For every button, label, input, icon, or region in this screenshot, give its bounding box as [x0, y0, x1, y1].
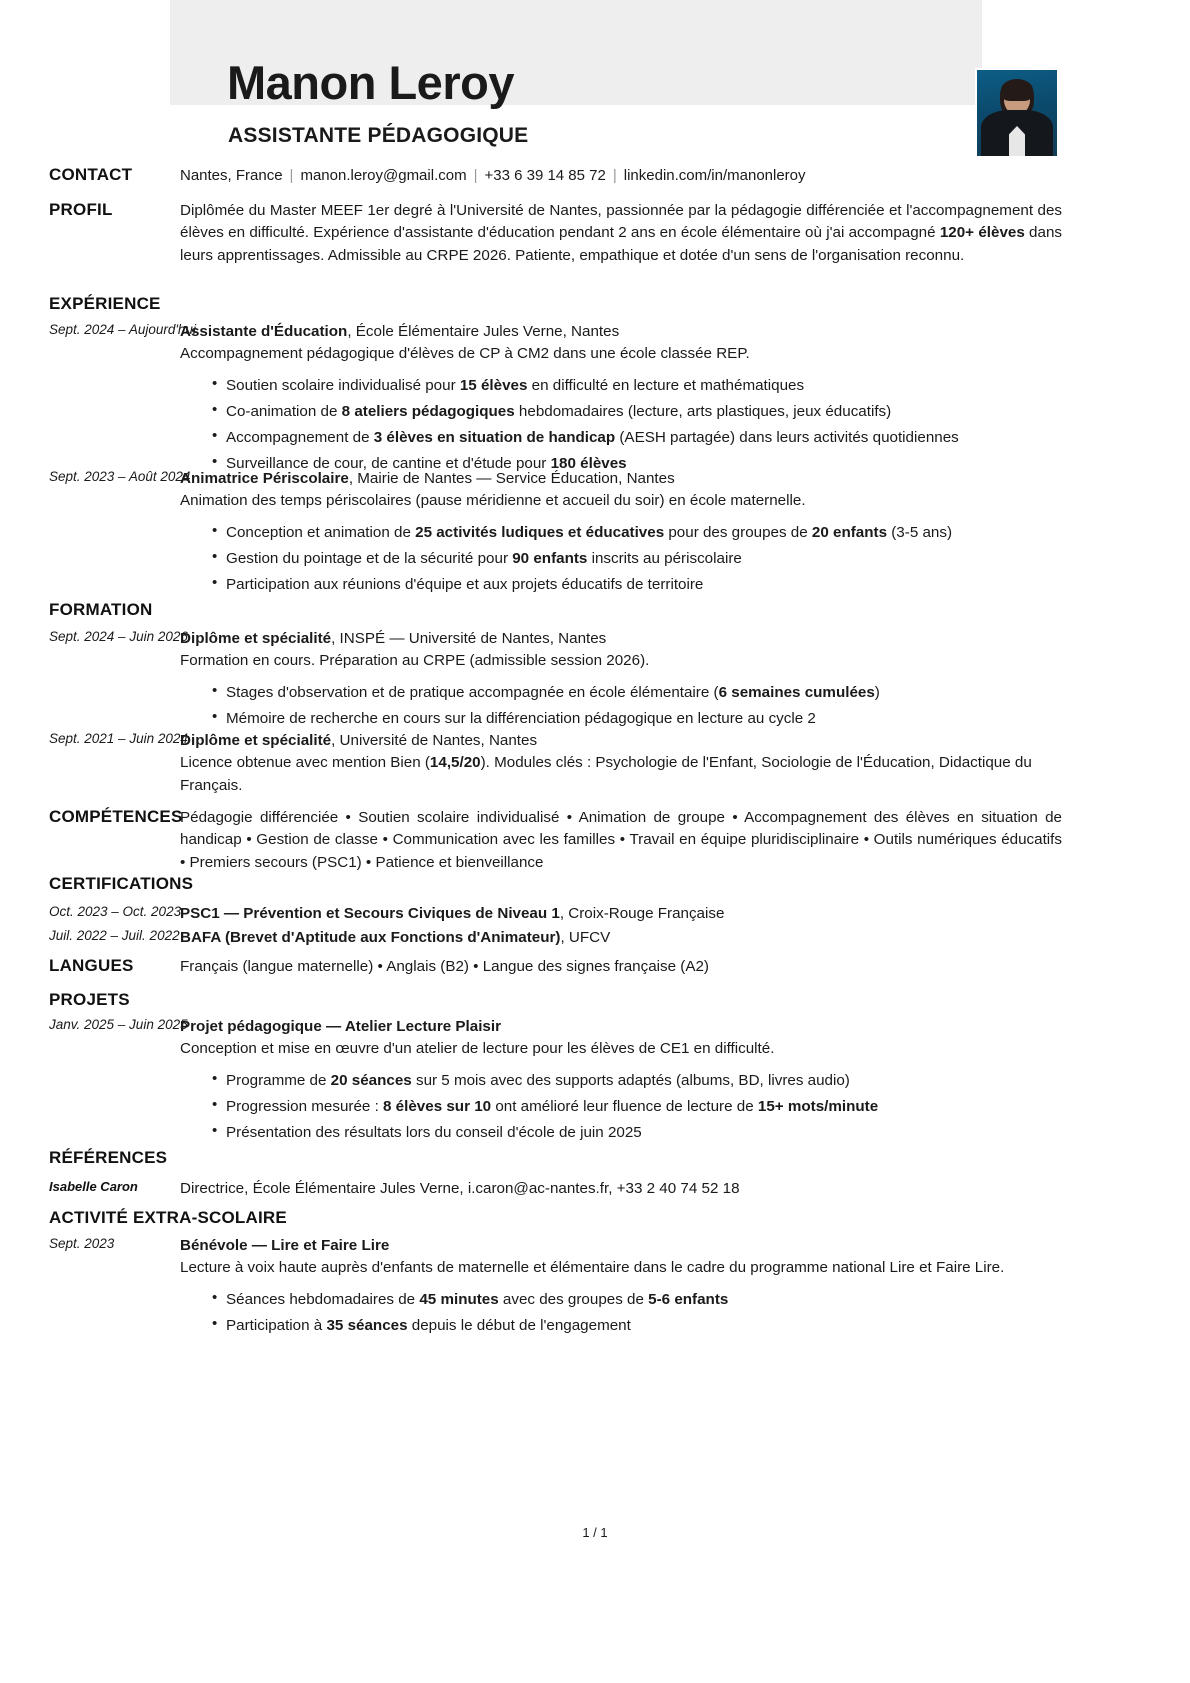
section-heading-extra [0, 1208, 1190, 1228]
extra-entry-body [180, 1235, 1190, 1340]
profil-text [180, 200, 1062, 267]
list-item: • Progression mesurée : 8 élèves sur 10 ont amélioré leur fluence de lecture de 15+ mots/minute [212, 1095, 1062, 1118]
experience-entry-body [180, 321, 1190, 478]
certification-issuer: , Croix-Rouge Française [559, 905, 725, 922]
certification-entry-header [180, 903, 1062, 925]
section-heading-projets [0, 990, 1190, 1010]
section-label-certifications: CERTIFICATIONS [49, 874, 194, 893]
certification-entry [0, 927, 1190, 949]
job-title: ASSISTANTE PÉDAGOGIQUE [228, 124, 529, 147]
list-item: • Programme de 20 séances sur 5 mois avec des supports adaptés (albums, BD, livres audio) [212, 1069, 1062, 1092]
section-label-contact: CONTACT [49, 165, 133, 184]
formation-entry [0, 628, 1190, 733]
list-item: • Stages d'observation et de pratique accompagnée en école élémentaire (6 semaines cumulées) [212, 681, 1062, 704]
contact-separator-3: | [612, 167, 617, 184]
certification-entry-header [180, 927, 1062, 949]
experience-entry-header [180, 468, 1062, 490]
list-item: • Participation aux réunions d'équipe et aux projets éducatifs de territoire [212, 573, 1062, 596]
profil-text-part-2: dans leurs apprentissages. Admissible au CRPE 2026. Patiente, empathique et dotée d'un sens de l'organisation reconnu. [180, 224, 1062, 264]
profil-text-part-1: Diplômée du Master MEEF 1er degré à l'Université de Nantes, passionnée par la pédagogie différenciée et l'accompagnement des élèves en difficulté. Expérience d'assistante d'éducation pendant 2 ans en école élémentaire où j'ai accompagné [180, 202, 1062, 242]
list-item: • Soutien scolaire individualisé pour 15 élèves en difficulté en lecture et mathématiques [212, 374, 1062, 397]
section-label-competences: COMPÉTENCES [49, 807, 183, 826]
experience-entry-body [180, 468, 1190, 599]
formation-entry-header [180, 628, 1062, 650]
contact-body [180, 165, 1190, 186]
formation-label-col [0, 600, 180, 620]
section-label-profil: PROFIL [49, 200, 113, 219]
profil-body [180, 200, 1190, 267]
experience-entry [0, 321, 1190, 478]
section-profil [0, 200, 1190, 267]
profil-label-col [0, 200, 180, 267]
certification-entry-body [180, 927, 1190, 949]
extra-entry-dates: Sept. 2023 [49, 1236, 115, 1251]
reference-person-name: Isabelle Caron [49, 1179, 138, 1194]
contact-label-col [0, 165, 180, 186]
experience-entry-bullets [180, 521, 1062, 596]
competences-text: Pédagogie différenciée • Soutien scolaire individualisé • Animation de groupe • Accompagnement des élèves en situation de handicap • Gestion de classe • Communication avec les familles • Travail en équipe pluridisciplinaire • Outils numériques éducatifs • Premiers secours (PSC1) • Patience et bienveillance [180, 809, 1062, 871]
formation-entry-bullets [180, 681, 1062, 730]
formation-entry-body [180, 730, 1190, 797]
reference-entry [0, 1178, 1190, 1200]
avatar [975, 68, 1059, 158]
extra-label-col [0, 1208, 287, 1228]
projet-entry-summary: Conception et mise en œuvre d'un atelier de lecture pour les élèves de CE1 en difficulté. [180, 1040, 775, 1058]
contact-separator-1: | [289, 167, 294, 184]
formation-entry-dates: Sept. 2024 – Juin 2026 [49, 629, 188, 644]
section-contact [0, 165, 1190, 186]
profil-highlight: 120+ élèves [939, 224, 1025, 242]
section-label-langues: LANGUES [49, 956, 134, 975]
experience-entry-bullets [180, 374, 1062, 475]
competences-body [180, 807, 1190, 874]
section-heading-formation [0, 600, 1190, 620]
formation-entry-summary: Licence obtenue avec mention Bien (14,5/20). Modules clés : Psychologie de l'Enfant, Sociologie de l'Éducation, Didactique du Français. [180, 754, 1032, 794]
reference-person-col [0, 1178, 180, 1200]
certification-entry-body [180, 903, 1190, 925]
certification-entry-dates: Juil. 2022 – Juil. 2022 [49, 928, 180, 943]
contact-location: Nantes, France [180, 167, 283, 184]
reference-entry-body [180, 1178, 1190, 1200]
experience-entry-role: Animatrice Périscolaire [180, 470, 349, 487]
formation-entry-school: , INSPÉ — Université de Nantes, Nantes [331, 630, 607, 647]
formation-entry-school: , Université de Nantes, Nantes [331, 732, 538, 749]
section-competences [0, 807, 1190, 874]
projet-entry-bullets [180, 1069, 1062, 1144]
page-title: Manon Leroy [227, 56, 514, 109]
experience-entry-summary: Animation des temps périscolaires (pause méridienne et accueil du soir) en école maternelle. [180, 492, 806, 510]
contact-separator-2: | [473, 167, 478, 184]
certification-entry [0, 903, 1190, 925]
experience-entry [0, 468, 1190, 599]
formation-entry-header [180, 730, 1062, 752]
contact-phone[interactable]: +33 6 39 14 85 72 [484, 167, 606, 184]
competences-label-col [0, 807, 183, 874]
list-item: • Co-animation de 8 ateliers pédagogiques hebdomadaires (lecture, arts plastiques, jeux éducatifs) [212, 400, 1062, 423]
section-heading-experience [0, 294, 1190, 314]
section-label-projets: PROJETS [49, 990, 130, 1009]
certification-issuer: , UFCV [560, 929, 611, 946]
extra-entry-bullets [180, 1288, 1062, 1337]
formation-entry-summary: Formation en cours. Préparation au CRPE (admissible session 2026). [180, 652, 650, 670]
section-label-experience: EXPÉRIENCE [49, 294, 161, 313]
formation-entry-body [180, 628, 1190, 733]
references-label-col [0, 1148, 180, 1168]
experience-label-col [0, 294, 180, 314]
list-item: • Présentation des résultats lors du conseil d'école de juin 2025 [212, 1121, 1062, 1144]
list-item: • Conception et animation de 25 activités ludiques et éducatives pour des groupes de 20 enfants (3-5 ans) [212, 521, 1062, 544]
formation-entry-degree: Diplôme et spécialité [180, 630, 332, 647]
projet-entry-title: Projet pédagogique — Atelier Lecture Plaisir [180, 1018, 501, 1035]
experience-entry-dates: Sept. 2024 – Aujourd'hui [49, 322, 196, 337]
page-indicator: 1 / 1 [582, 1525, 608, 1540]
experience-entry-org: , Mairie de Nantes — Service Éducation, Nantes [348, 470, 675, 487]
experience-entry-header [180, 321, 1062, 343]
experience-entry-dates: Sept. 2023 – Août 2024 [49, 469, 191, 484]
contact-linkedin[interactable]: linkedin.com/in/manonleroy [623, 167, 806, 184]
section-heading-certifications [0, 874, 1190, 894]
section-label-extra: ACTIVITÉ EXTRA-SCOLAIRE [49, 1208, 287, 1227]
list-item: • Séances hebdomadaires de 45 minutes avec des groupes de 5-6 enfants [212, 1288, 1062, 1311]
extra-entry-summary: Lecture à voix haute auprès d'enfants de maternelle et élémentaire dans le cadre du programme national Lire et Faire Lire. [180, 1259, 1005, 1277]
langues-label-col [0, 956, 180, 978]
list-item: • Participation à 35 séances depuis le début de l'engagement [212, 1314, 1062, 1337]
formation-entry [0, 730, 1190, 797]
experience-entry-role: Assistante d'Éducation [180, 323, 348, 340]
avatar-hair [1001, 79, 1033, 101]
formation-entry-dates: Sept. 2021 – Juin 2024 [49, 731, 188, 746]
list-item: • Mémoire de recherche en cours sur la différenciation pédagogique en lecture au cycle 2 [212, 707, 1062, 730]
section-label-formation: FORMATION [49, 600, 153, 619]
experience-entry-org: , École Élémentaire Jules Verne, Nantes [347, 323, 620, 340]
certification-entry-dates: Oct. 2023 – Oct. 2023 [49, 904, 182, 919]
projets-label-col [0, 990, 180, 1010]
list-item: • Gestion du pointage et de la sécurité pour 90 enfants inscrits au périscolaire [212, 547, 1062, 570]
list-item: • Accompagnement de 3 élèves en situation de handicap (AESH partagée) dans leurs activités quotidiennes [212, 426, 1062, 449]
extra-entry-title: Bénévole — Lire et Faire Lire [180, 1237, 390, 1254]
projet-entry-body [180, 1016, 1190, 1147]
certification-name: PSC1 — Prévention et Secours Civiques de Niveau 1 [180, 905, 560, 922]
formation-entry-degree: Diplôme et spécialité [180, 732, 332, 749]
contact-email[interactable]: manon.leroy@gmail.com [300, 167, 467, 184]
certifications-label-col [0, 874, 194, 894]
contact-line [180, 165, 1062, 186]
extra-entry [0, 1235, 1190, 1340]
experience-entry-summary: Accompagnement pédagogique d'élèves de CP à CM2 dans une école classée REP. [180, 345, 750, 363]
section-langues [0, 956, 1190, 978]
reference-detail: Directrice, École Élémentaire Jules Verne, i.caron@ac-nantes.fr, +33 2 40 74 52 18 [180, 1180, 740, 1197]
projet-entry [0, 1016, 1190, 1147]
langues-body [180, 956, 1190, 978]
section-label-references: RÉFÉRENCES [49, 1148, 168, 1167]
langues-text: Français (langue maternelle) • Anglais (B2) • Langue des signes française (A2) [180, 958, 709, 975]
certification-name: BAFA (Brevet d'Aptitude aux Fonctions d'Animateur) [180, 929, 561, 946]
section-heading-references [0, 1148, 1190, 1168]
projet-entry-dates: Janv. 2025 – Juin 2025 [49, 1017, 188, 1032]
list-item: • Surveillance de cour, de cantine et d'étude pour 180 élèves [212, 452, 1062, 475]
